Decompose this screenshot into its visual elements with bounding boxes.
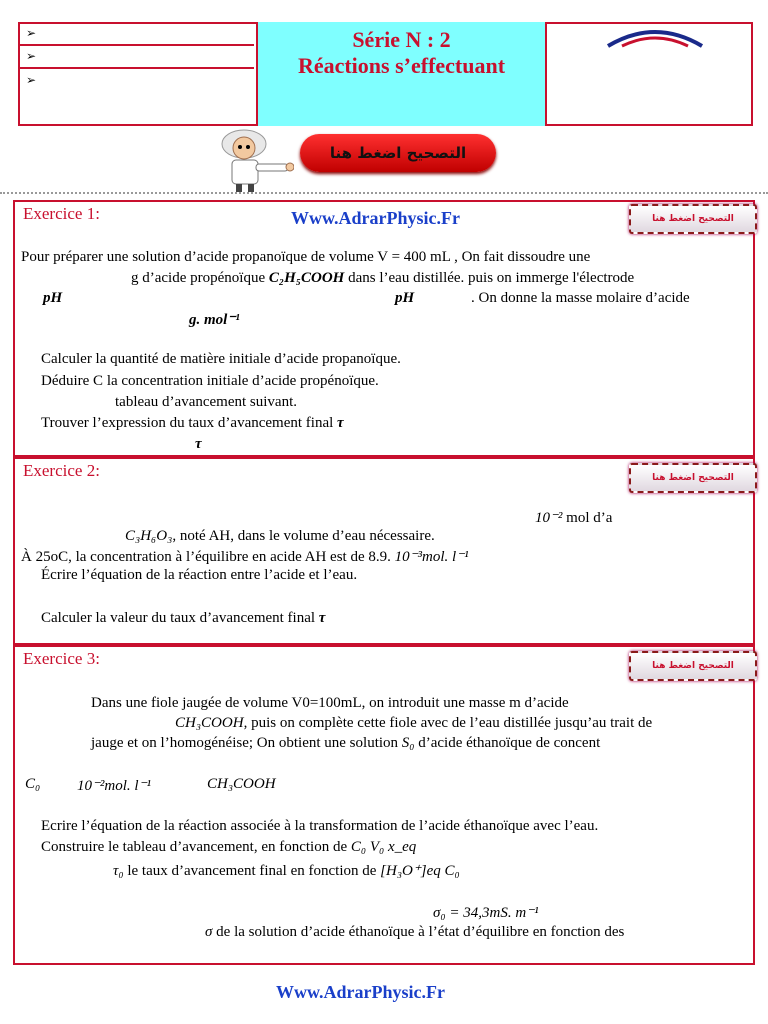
ex1-question-4: Trouver l’expression du taux d’avancement final τ — [41, 415, 344, 431]
ex2-question-2: Calculer la valeur du taux d’avancement final τ — [41, 610, 326, 626]
ex1-line-2: g d’acide propénoïque C₂H₅COOH dans l’eau distillée. puis on immerge l'électrode — [131, 270, 635, 286]
ex3-formula: CH₃COOH — [207, 776, 276, 792]
ex1-line-1: Pour préparer une solution d’acide propanoïque de volume V = 400 mL , On fait dissoudre une — [21, 249, 591, 265]
exercise-3-title: Exercice 3: — [23, 649, 100, 668]
ex1-unit: g. mol⁻¹ — [189, 312, 240, 328]
ex3-question-3: τ₀ le taux d’avancement final en fonction de [H₃O⁺]eq C₀ — [113, 863, 460, 879]
exercise-1 — [13, 200, 755, 457]
ex3-question-2: Construire le tableau d’avancement, en fonction de C₀ V₀ x_eq — [41, 839, 417, 855]
ex1-line-3: . On donne la masse molaire d’acide — [471, 290, 690, 306]
header-left-box — [18, 22, 256, 126]
ex1-question-5: τ — [195, 436, 202, 452]
ex3-line-1: Dans une fiole jaugée de volume V0=100mL, on introduit une masse m d’acide — [91, 695, 569, 711]
header-title-box — [256, 22, 547, 126]
correction-small-button[interactable]: التصحيح اضغط هنا — [629, 651, 757, 681]
correction-small-button[interactable]: التصحيح اضغط هنا — [629, 463, 757, 493]
header-row-2: ➢ — [18, 46, 254, 69]
exercise-2 — [13, 457, 755, 645]
series-subtitle: Réactions s’effectuant — [297, 53, 506, 78]
header-row-1: ➢ — [18, 22, 254, 46]
scientist-mascot-icon — [214, 124, 294, 194]
correction-button[interactable]: التصحيح اضغط هنا — [300, 134, 496, 172]
header-row-3: ➢ — [26, 73, 37, 87]
ex3-c0: C₀ — [25, 776, 41, 792]
ex2-line-2: C₃H₆O₃, noté AH, dans le volume d’eau nécessaire. — [125, 528, 435, 544]
ex3-concentration: 10⁻²mol. l⁻¹ — [77, 778, 151, 794]
divider — [0, 192, 768, 194]
correction-small-button[interactable]: التصحيح اضغط هنا — [629, 204, 757, 234]
ex2-line-3: À 25oC, la concentration à l’équilibre en acide AH est de 8.9. 10⁻³mol. l⁻¹ — [21, 549, 469, 565]
ex3-line-2: CH₃COOH, puis on complète cette fiole avec de l’eau distillée jusqu’au trait de — [175, 715, 653, 731]
exercise-1-title: Exercice 1: — [23, 204, 100, 223]
ex1-ph-1: pH — [43, 290, 63, 306]
ex1-ph-2: pH — [395, 290, 415, 306]
logo-arc-icon — [600, 26, 710, 48]
ex1-question-2: Déduire C la concentration initiale d’acide propénoïque. — [41, 373, 379, 389]
series-title: Série N : 2 — [352, 27, 451, 52]
ex2-question-1: Écrire l’équation de la réaction entre l’acide et l’eau. — [41, 567, 358, 583]
exercise-3 — [13, 645, 755, 965]
ex3-sigma0: σ₀ = 34,3mS. m⁻¹ — [433, 905, 539, 921]
ex2-line-1: 10⁻² mol d’a — [535, 510, 613, 526]
ex3-question-4: σ de la solution d’acide éthanoïque à l’état d’équilibre en fonction des — [205, 924, 625, 940]
ex1-question-3: tableau d’avancement suivant. — [115, 394, 298, 410]
ex1-question-1: Calculer la quantité de matière initiale d’acide propanoïque. — [41, 351, 401, 367]
site-link[interactable]: Www.AdrarPhysic.Fr — [291, 208, 460, 228]
exercise-2-title: Exercice 2: — [23, 461, 100, 480]
ex3-question-1: Ecrire l’équation de la réaction associée à la transformation de l’acide éthanoïque avec l’eau. — [41, 818, 599, 834]
ex3-line-3: jauge et on l’homogénéise; On obtient une solution S₀ d’acide éthanoïque de concent — [91, 735, 601, 751]
footer-site-link[interactable]: Www.AdrarPhysic.Fr — [276, 982, 445, 1002]
